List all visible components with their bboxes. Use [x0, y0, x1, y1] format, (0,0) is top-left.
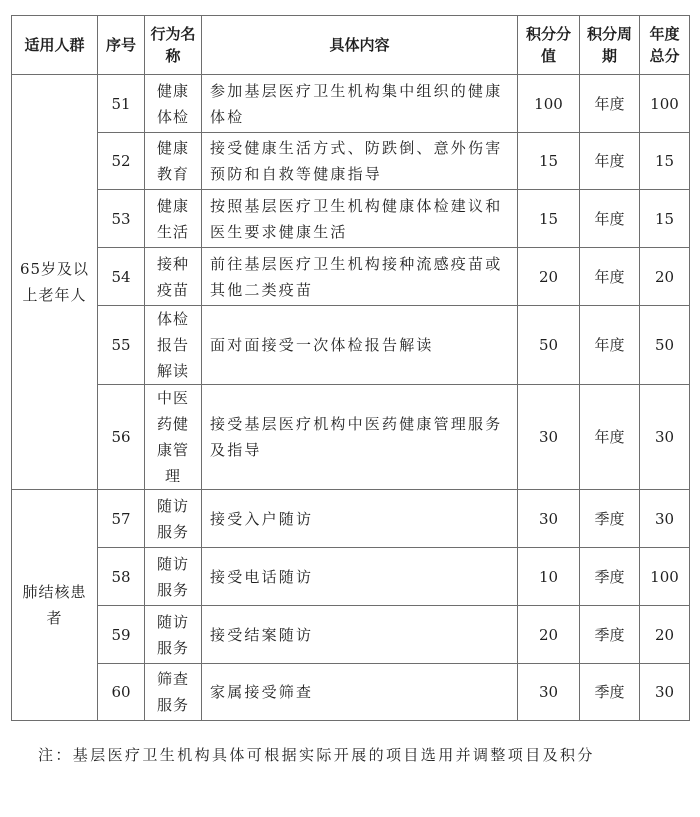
- row-points: 50: [518, 306, 580, 385]
- table-row: [12, 306, 690, 385]
- header-no: 序号: [98, 16, 145, 75]
- row-content: 家属接受筛查: [202, 664, 518, 721]
- row-cycle: 年度: [580, 248, 640, 306]
- header-row: [12, 16, 690, 75]
- table-row: [12, 75, 690, 133]
- row-no: 57: [98, 490, 145, 548]
- row-content: 接受入户随访: [202, 490, 518, 548]
- row-behavior: 筛查服务: [145, 664, 202, 721]
- group-label: 65岁及以上老年人: [12, 75, 98, 490]
- row-points: 15: [518, 190, 580, 248]
- table-row: [12, 248, 690, 306]
- header-behavior: 行为名称: [145, 16, 202, 75]
- row-content: 接受基层医疗机构中医药健康管理服务及指导: [202, 385, 518, 490]
- header-points: 积分分值: [518, 16, 580, 75]
- row-points: 100: [518, 75, 580, 133]
- row-total: 30: [640, 664, 690, 721]
- table-row: [12, 385, 690, 490]
- row-total: 20: [640, 606, 690, 664]
- table-row: [12, 190, 690, 248]
- table-row: [12, 606, 690, 664]
- row-points: 30: [518, 385, 580, 490]
- row-total: 15: [640, 133, 690, 190]
- row-cycle: 季度: [580, 548, 640, 606]
- row-behavior: 健康教育: [145, 133, 202, 190]
- group-label: 肺结核患者: [12, 490, 98, 721]
- row-behavior: 健康体检: [145, 75, 202, 133]
- row-total: 30: [640, 385, 690, 490]
- row-content: 按照基层医疗卫生机构健康体检建议和医生要求健康生活: [202, 190, 518, 248]
- row-no: 51: [98, 75, 145, 133]
- row-content: 参加基层医疗卫生机构集中组织的健康体检: [202, 75, 518, 133]
- header-group: 适用人群: [12, 16, 98, 75]
- row-points: 30: [518, 664, 580, 721]
- row-total: 15: [640, 190, 690, 248]
- row-total: 20: [640, 248, 690, 306]
- row-content: 面对面接受一次体检报告解读: [202, 306, 518, 385]
- row-total: 50: [640, 306, 690, 385]
- row-cycle: 年度: [580, 190, 640, 248]
- row-cycle: 年度: [580, 306, 640, 385]
- row-content: 接受结案随访: [202, 606, 518, 664]
- row-behavior: 接种疫苗: [145, 248, 202, 306]
- row-behavior: 随访服务: [145, 606, 202, 664]
- row-points: 10: [518, 548, 580, 606]
- row-points: 20: [518, 248, 580, 306]
- row-behavior: 体检报告解读: [145, 306, 202, 385]
- footnote: 注：基层医疗卫生机构具体可根据实际开展的项目选用并调整项目及积分: [38, 746, 595, 764]
- row-no: 55: [98, 306, 145, 385]
- row-cycle: 年度: [580, 385, 640, 490]
- row-cycle: 季度: [580, 490, 640, 548]
- row-total: 100: [640, 75, 690, 133]
- row-behavior: 健康生活: [145, 190, 202, 248]
- row-points: 15: [518, 133, 580, 190]
- row-cycle: 年度: [580, 133, 640, 190]
- header-content: 具体内容: [202, 16, 518, 75]
- header-cycle: 积分周期: [580, 16, 640, 75]
- table-row: [12, 664, 690, 721]
- table-row: [12, 490, 690, 548]
- points-table: [11, 15, 690, 721]
- row-no: 60: [98, 664, 145, 721]
- row-content: 接受健康生活方式、防跌倒、意外伤害预防和自救等健康指导: [202, 133, 518, 190]
- row-no: 52: [98, 133, 145, 190]
- table-row: [12, 133, 690, 190]
- row-points: 20: [518, 606, 580, 664]
- row-behavior: 中医药健康管理: [145, 385, 202, 490]
- row-no: 56: [98, 385, 145, 490]
- row-content: 接受电话随访: [202, 548, 518, 606]
- row-cycle: 季度: [580, 664, 640, 721]
- row-cycle: 年度: [580, 75, 640, 133]
- row-no: 58: [98, 548, 145, 606]
- row-no: 59: [98, 606, 145, 664]
- header-total: 年度总分: [640, 16, 690, 75]
- row-total: 30: [640, 490, 690, 548]
- row-no: 53: [98, 190, 145, 248]
- row-cycle: 季度: [580, 606, 640, 664]
- row-total: 100: [640, 548, 690, 606]
- row-no: 54: [98, 248, 145, 306]
- row-behavior: 随访服务: [145, 490, 202, 548]
- row-behavior: 随访服务: [145, 548, 202, 606]
- row-content: 前往基层医疗卫生机构接种流感疫苗或其他二类疫苗: [202, 248, 518, 306]
- table-row: [12, 548, 690, 606]
- row-points: 30: [518, 490, 580, 548]
